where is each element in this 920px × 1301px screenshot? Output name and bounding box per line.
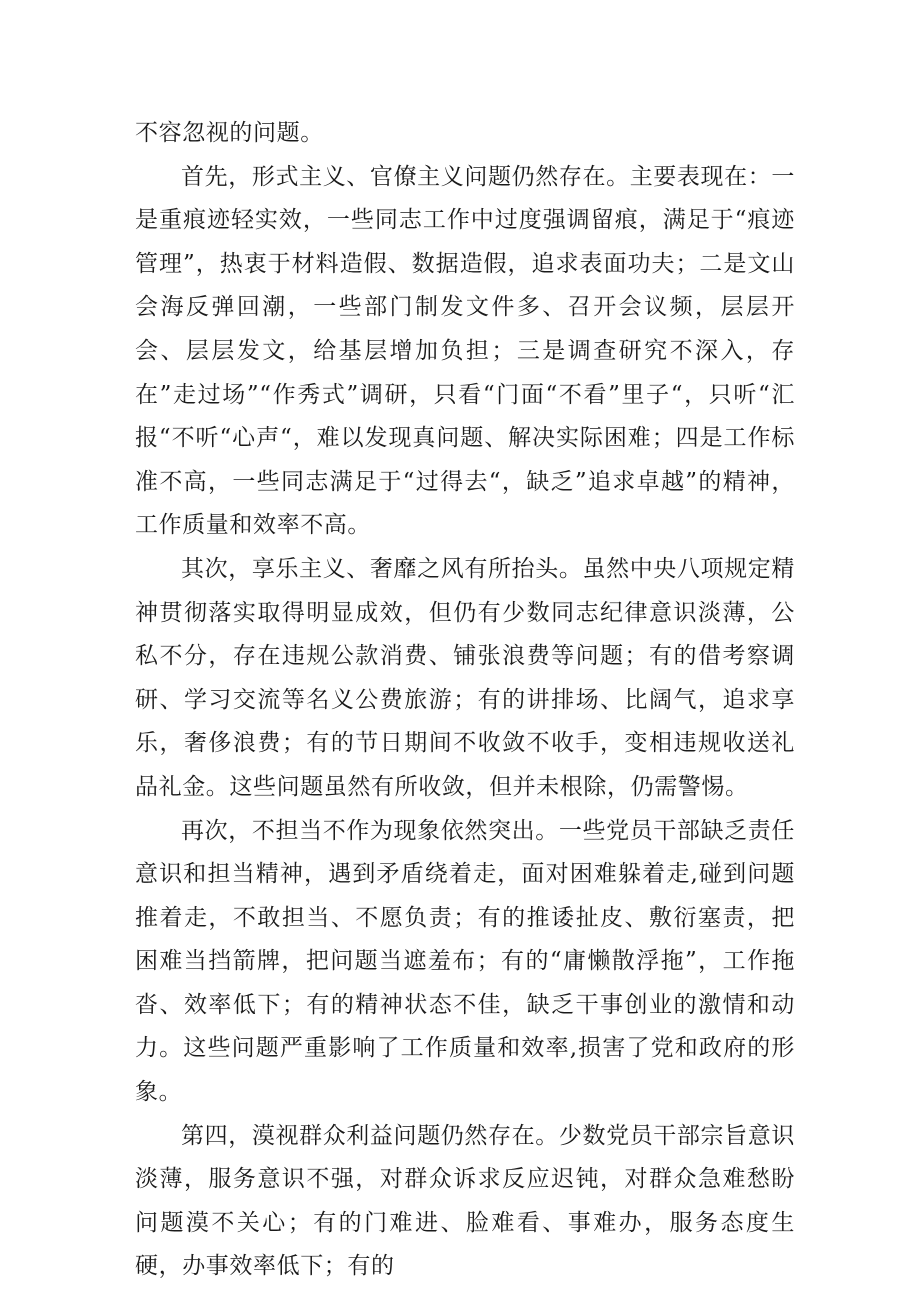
paragraph-inaction: 再次，不担当不作为现象依然突出。一些党员干部缺乏责任意识和担当精神，遇到矛盾绕着走，面对困难躲着走,碰到问题推着走，不敢担当、不愿负责；有的推诿扯皮、敷衍塞责，把困难当挡箭牌，把问题当遮羞布；有的“庸懒散浮拖”，工作拖沓、效率低下；有的精神状态不佳，缺乏干事创业的激情和动力。这些问题严重影响了工作质量和效率,损害了党和政府的形象。 [135, 817, 795, 1106]
paragraph-mass-interests: 第四，漠视群众利益问题仍然存在。少数党员干部宗旨意识淡薄，服务意识不强，对群众诉求反应迟钝，对群众急难愁盼问题漠不关心；有的门难进、脸难看、事难办，服务态度生硬，办事效率低下；有的 [135, 1122, 795, 1280]
document-body [135, 112, 795, 1289]
paragraph-formalism: 首先，形式主义、官僚主义问题仍然存在。主要表现在：一是重痕迹轻实效，一些同志工作中过度强调留痕，满足于“痕迹管理”，热衷于材料造假、数据造假，追求表面功夫；二是文山会海反弹回潮，一些部门制发文件多、召开会议频，层层开会、层层发文，给基层增加负担；三是调查研究不深入，存在”走过场”“作秀式”调研，只看“门面“不看”里子“，只听“汇报“不听“心声“，难以发现真问题、解决实际困难；四是工作标准不高，一些同志满足于“过得去“，缺乏”追求卓越”的精神，工作质量和效率不高。 [135, 163, 795, 539]
paragraph-continuation: 不容忽视的问题。 [135, 120, 324, 146]
paragraph-hedonism: 其次，享乐主义、奢靡之风有所抬头。虽然中央八项规定精神贯彻落实取得明显成效，但仍有少数同志纪律意识淡薄，公私不分，存在违规公款消费、铺张浪费等问题；有的借考察调研、学习交流等名义公费旅游；有的讲排场、比阔气，追求享乐，奢侈浪费；有的节日期间不收敛不收手，变相违规收送礼品礼金。这些问题虽然有所收敛，但并未根除，仍需警惕。 [135, 555, 795, 800]
